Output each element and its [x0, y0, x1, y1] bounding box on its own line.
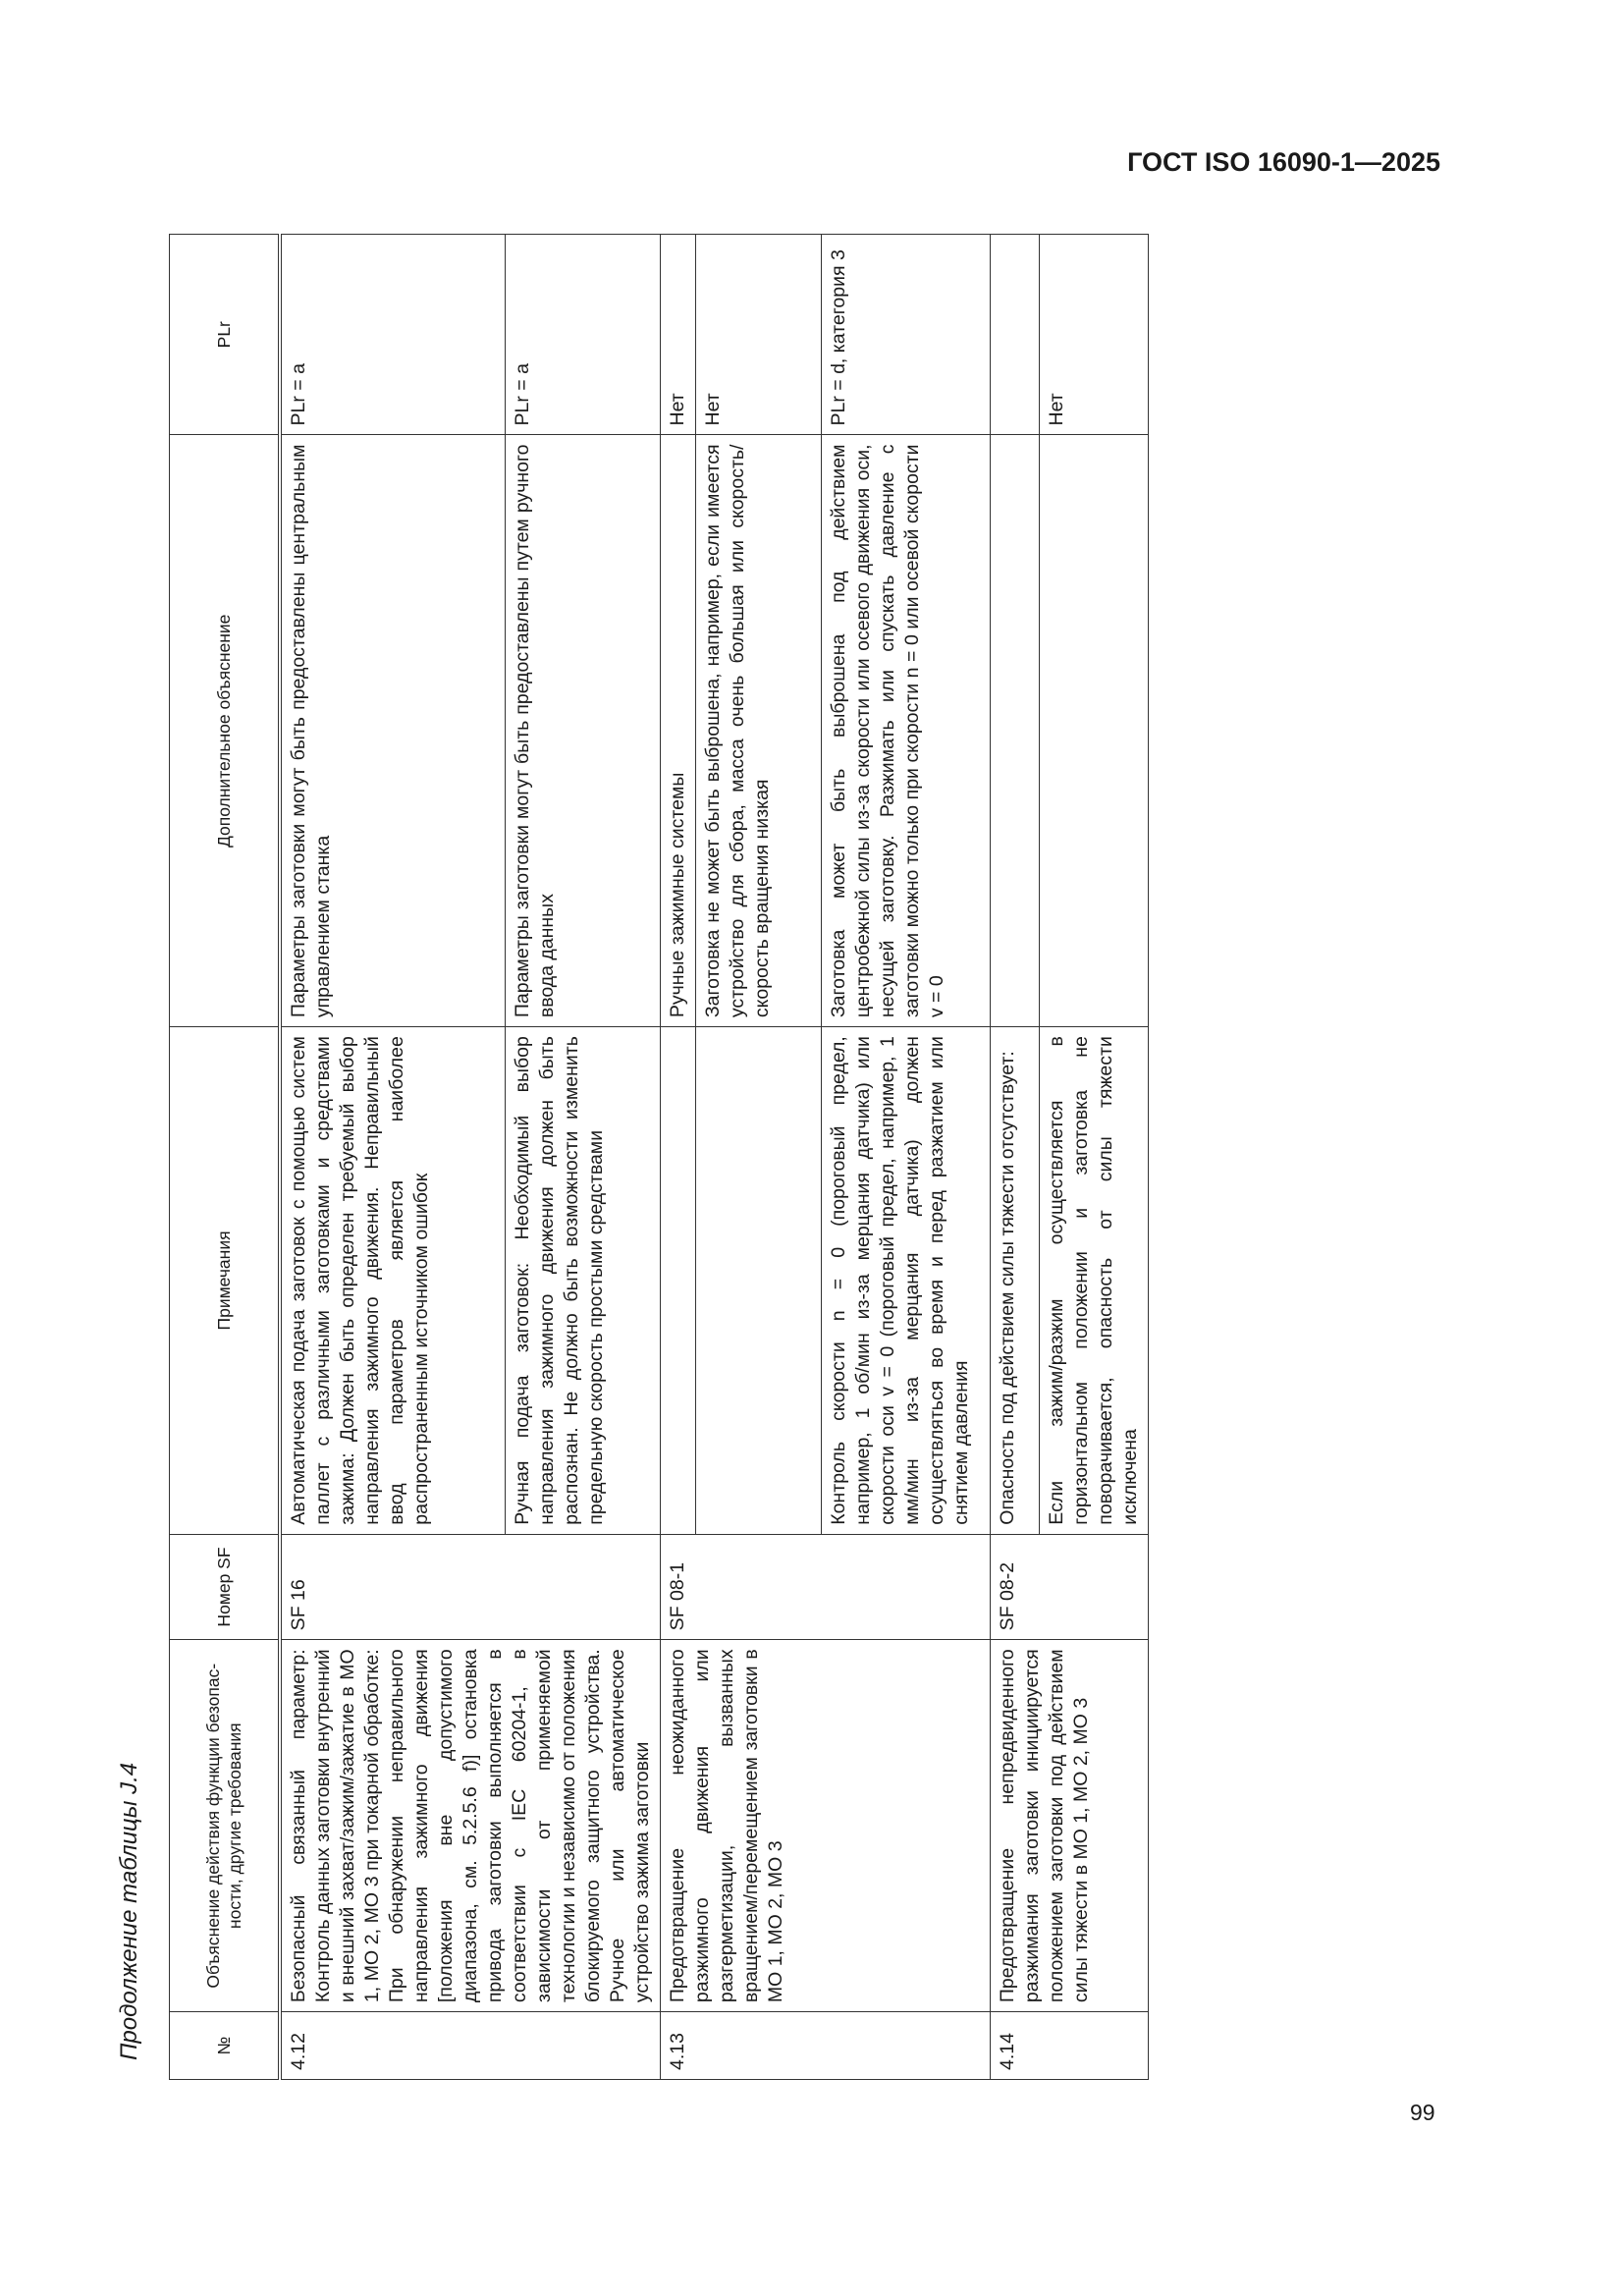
cell-number: 4.12 [280, 2012, 661, 2080]
cell-plr: PLr = d, категория 3 [822, 235, 991, 435]
column-header-explanation: Объяснение действия функции безопас-ности, другие требования [170, 1640, 281, 2012]
column-header-sf-number: Номер SF [170, 1534, 281, 1640]
table-row [661, 235, 696, 2080]
cell-number: 4.14 [991, 2012, 1149, 2080]
cell-additional-explanation: Заготовка не может быть выброшена, например, если имеется устройство для сбора, масса очень большая или скорость/скорость вращения низкая [696, 435, 822, 1027]
cell-notes: Если зажим/разжим осуществляется в горизонтальном положении и заготовка не поворачивается, опасность от силы тяжести исключена [1040, 1027, 1149, 1535]
cell-additional-explanation: Параметры заготовки могут быть предоставлены центральным управлением станка [280, 435, 506, 1027]
cell-explanation: Предотвращение непредвиденного разжимания заготовки инициируется положением заготовки под действием силы тяжести в МО 1, МО 2, МО 3 [991, 1640, 1149, 2012]
cell-explanation: Предотвращение неожиданного разжимного движения или разгерметизации, вызванных вращением/перемещением заготовки в МО 1, МО 2, МО 3 [661, 1640, 991, 2012]
cell-notes [661, 1027, 696, 1535]
cell-plr: Нет [1040, 235, 1149, 435]
cell-plr: Нет [696, 235, 822, 435]
table-row [280, 235, 506, 2080]
table-header-row [170, 235, 281, 2080]
cell-additional-explanation: Ручные зажимные системы [661, 435, 696, 1027]
standard-designation: ГОСТ ISO 16090-1—2025 [1127, 147, 1440, 177]
cell-notes: Ручная подача заготовок: Необходимый выбор направления зажимного движения должен быть распознан. Не должно быть возможности изменить предельную скорость простыми средствами [506, 1027, 661, 1535]
cell-plr: PLr = a [280, 235, 506, 435]
cell-notes: Автоматическая подача заготовок с помощью систем паллет с различными заготовками и средствами зажима: Должен быть определен требуемый выбор направления зажимного движения. Неправильный ввод параметров является наиболее распространенным источником ошибок [280, 1027, 506, 1535]
cell-plr: Нет [661, 235, 696, 435]
cell-notes: Контроль скорости n = 0 (пороговый предел, например, 1 об/мин из-за мерцания датчика) или скорости оси v = 0 (пороговый предел, например, 1 мм/мин из-за мерцания датчика) должен осуществляться во время и перед разжатием или снятием давления [822, 1027, 991, 1535]
cell-plr [991, 235, 1040, 435]
cell-sf-number: SF 16 [280, 1534, 661, 1640]
cell-notes: Опасность под действием силы тяжести отсутствует: [991, 1027, 1040, 1535]
cell-notes [696, 1027, 822, 1535]
rotated-table-container [169, 234, 1318, 2080]
cell-sf-number: SF 08-1 [661, 1534, 991, 1640]
cell-explanation: Безопасный связанный параметр: Контроль данных заготовки внутренний и внешний захват/зажим/зажатие в МО 1, МО 2, МО 3 при токарной обработке: При обнаружении неправильного направления зажимного движения [положения вне допустимого диапазона, см. 5.2.5.6 f)] остановка привода заготовки выполняется в соответствии с IEC 60204-1, в зависимости от применяемой технологии и независимо от положения блокируемого защитного устройства. Ручное или автоматическое устройство зажима заготовки [280, 1640, 661, 2012]
safety-functions-table [169, 234, 1149, 2080]
cell-sf-number: SF 08-2 [991, 1534, 1149, 1640]
column-header-additional-explanation: Дополнительное объяснение [170, 435, 281, 1027]
column-header-plr: PLr [170, 235, 281, 435]
cell-additional-explanation [1040, 435, 1149, 1027]
cell-additional-explanation: Параметры заготовки могут быть предоставлены путем ручного ввода данных [506, 435, 661, 1027]
column-header-number: № [170, 2012, 281, 2080]
cell-additional-explanation [991, 435, 1040, 1027]
cell-additional-explanation: Заготовка может быть выброшена под действием центробежной силы из-за скорости или осевого движения оси, несущей заготовку. Разжимать или спускать давление с заготовки можно только при скорости n = 0 или осевой скорости v = 0 [822, 435, 991, 1027]
table-row [991, 235, 1040, 2080]
table-continuation-label: Продолжение таблицы J.4 [116, 1762, 142, 2060]
cell-plr: PLr = a [506, 235, 661, 435]
page-number: 99 [1410, 2100, 1435, 2125]
column-header-notes: Примечания [170, 1027, 281, 1535]
cell-number: 4.13 [661, 2012, 991, 2080]
